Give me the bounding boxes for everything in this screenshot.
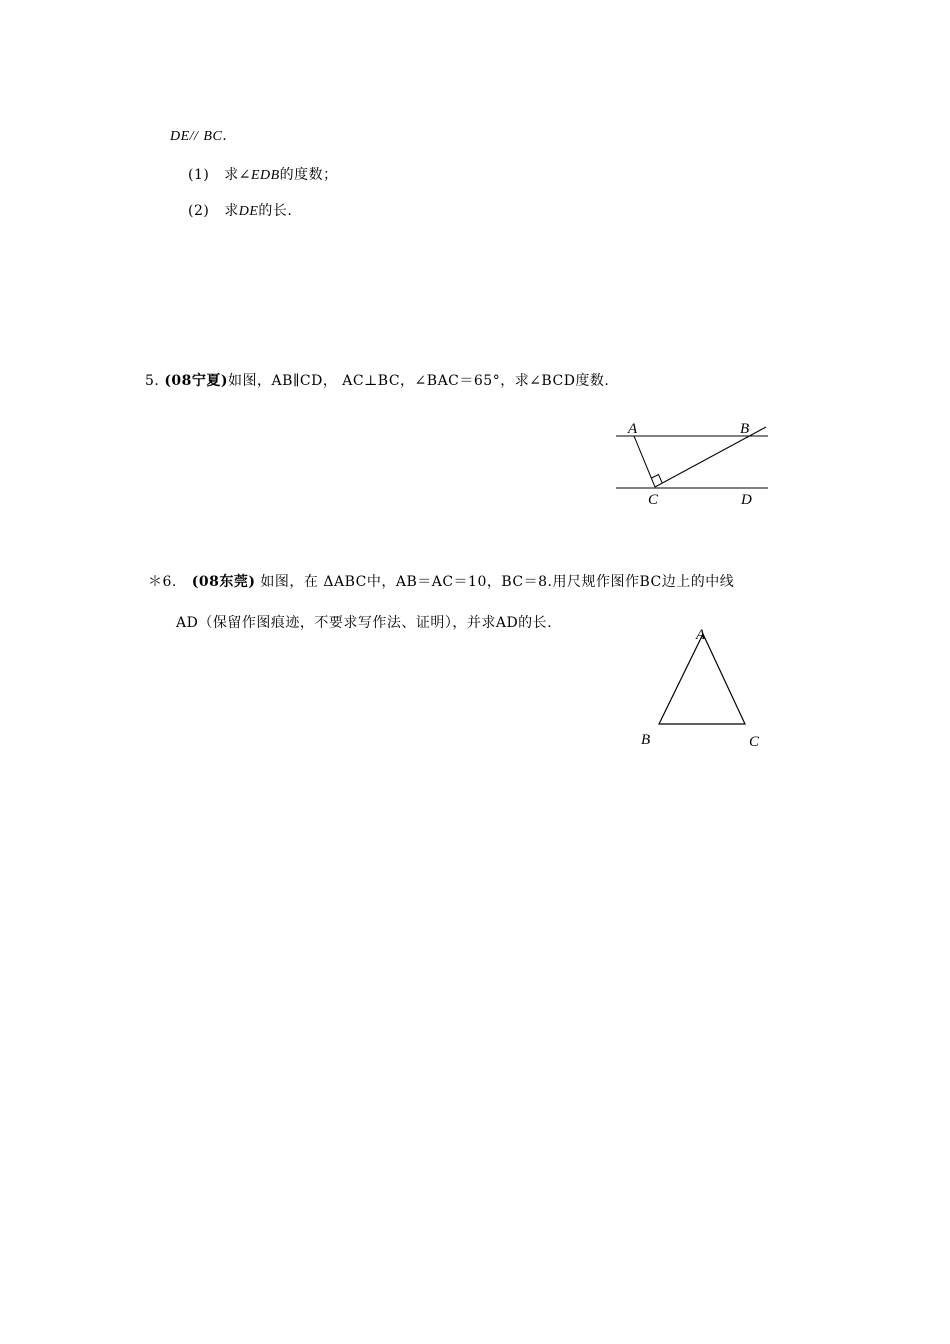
sub-question-1-text: 求∠	[224, 167, 251, 183]
problem-5	[145, 370, 609, 390]
angle-EDB: EDB	[250, 168, 280, 183]
label-C: C	[648, 492, 659, 508]
problem-6-text-1: 如图，在 ΔABC中，AB＝AC＝10，BC＝8.用尺规作图作BC边上的中线	[260, 574, 735, 590]
label-B: B	[740, 421, 750, 437]
triangle-ABC	[659, 634, 745, 724]
segment-DE: DE	[170, 129, 190, 144]
problem-6-line-2	[176, 612, 552, 632]
prev-problem-line	[170, 128, 227, 145]
problem-6-figure	[630, 624, 770, 754]
segment-BC: BC	[203, 129, 223, 144]
label-A: A	[696, 627, 706, 643]
sub-question-1	[188, 164, 338, 184]
label-A: A	[628, 421, 638, 437]
label-C: C	[749, 734, 760, 750]
problem-6-line-1	[148, 571, 734, 591]
label-D: D	[741, 492, 752, 508]
sub-question-1-text-end: 的度数；	[279, 167, 338, 183]
segment-AC	[634, 436, 655, 487]
sub-question-2-text-end: 的长.	[258, 203, 293, 219]
problem-5-number: 5.	[145, 373, 160, 389]
segment-DE-2: DE	[238, 204, 259, 219]
parallel-symbol: //	[189, 129, 199, 144]
sub-question-2-text: 求	[224, 203, 239, 219]
label-B: B	[641, 732, 651, 748]
problem-6-number: ＊6.	[148, 574, 177, 590]
sub-question-1-number: (1)	[188, 167, 210, 183]
problem-6-text-2: AD（保留作图痕迹，不要求写作法、证明），并求AD的长.	[176, 615, 553, 631]
problem-5-text: 如图，AB∥CD， AC⊥BC，∠BAC＝65°，求∠BCD度数.	[228, 373, 610, 389]
period: .	[222, 128, 228, 144]
sub-question-2	[188, 200, 292, 220]
problem-5-source: (08宁夏)	[164, 373, 229, 389]
problem-6-source: (08东莞)	[191, 574, 256, 590]
problem-5-figure	[608, 416, 778, 511]
sub-question-2-number: (2)	[188, 203, 210, 219]
